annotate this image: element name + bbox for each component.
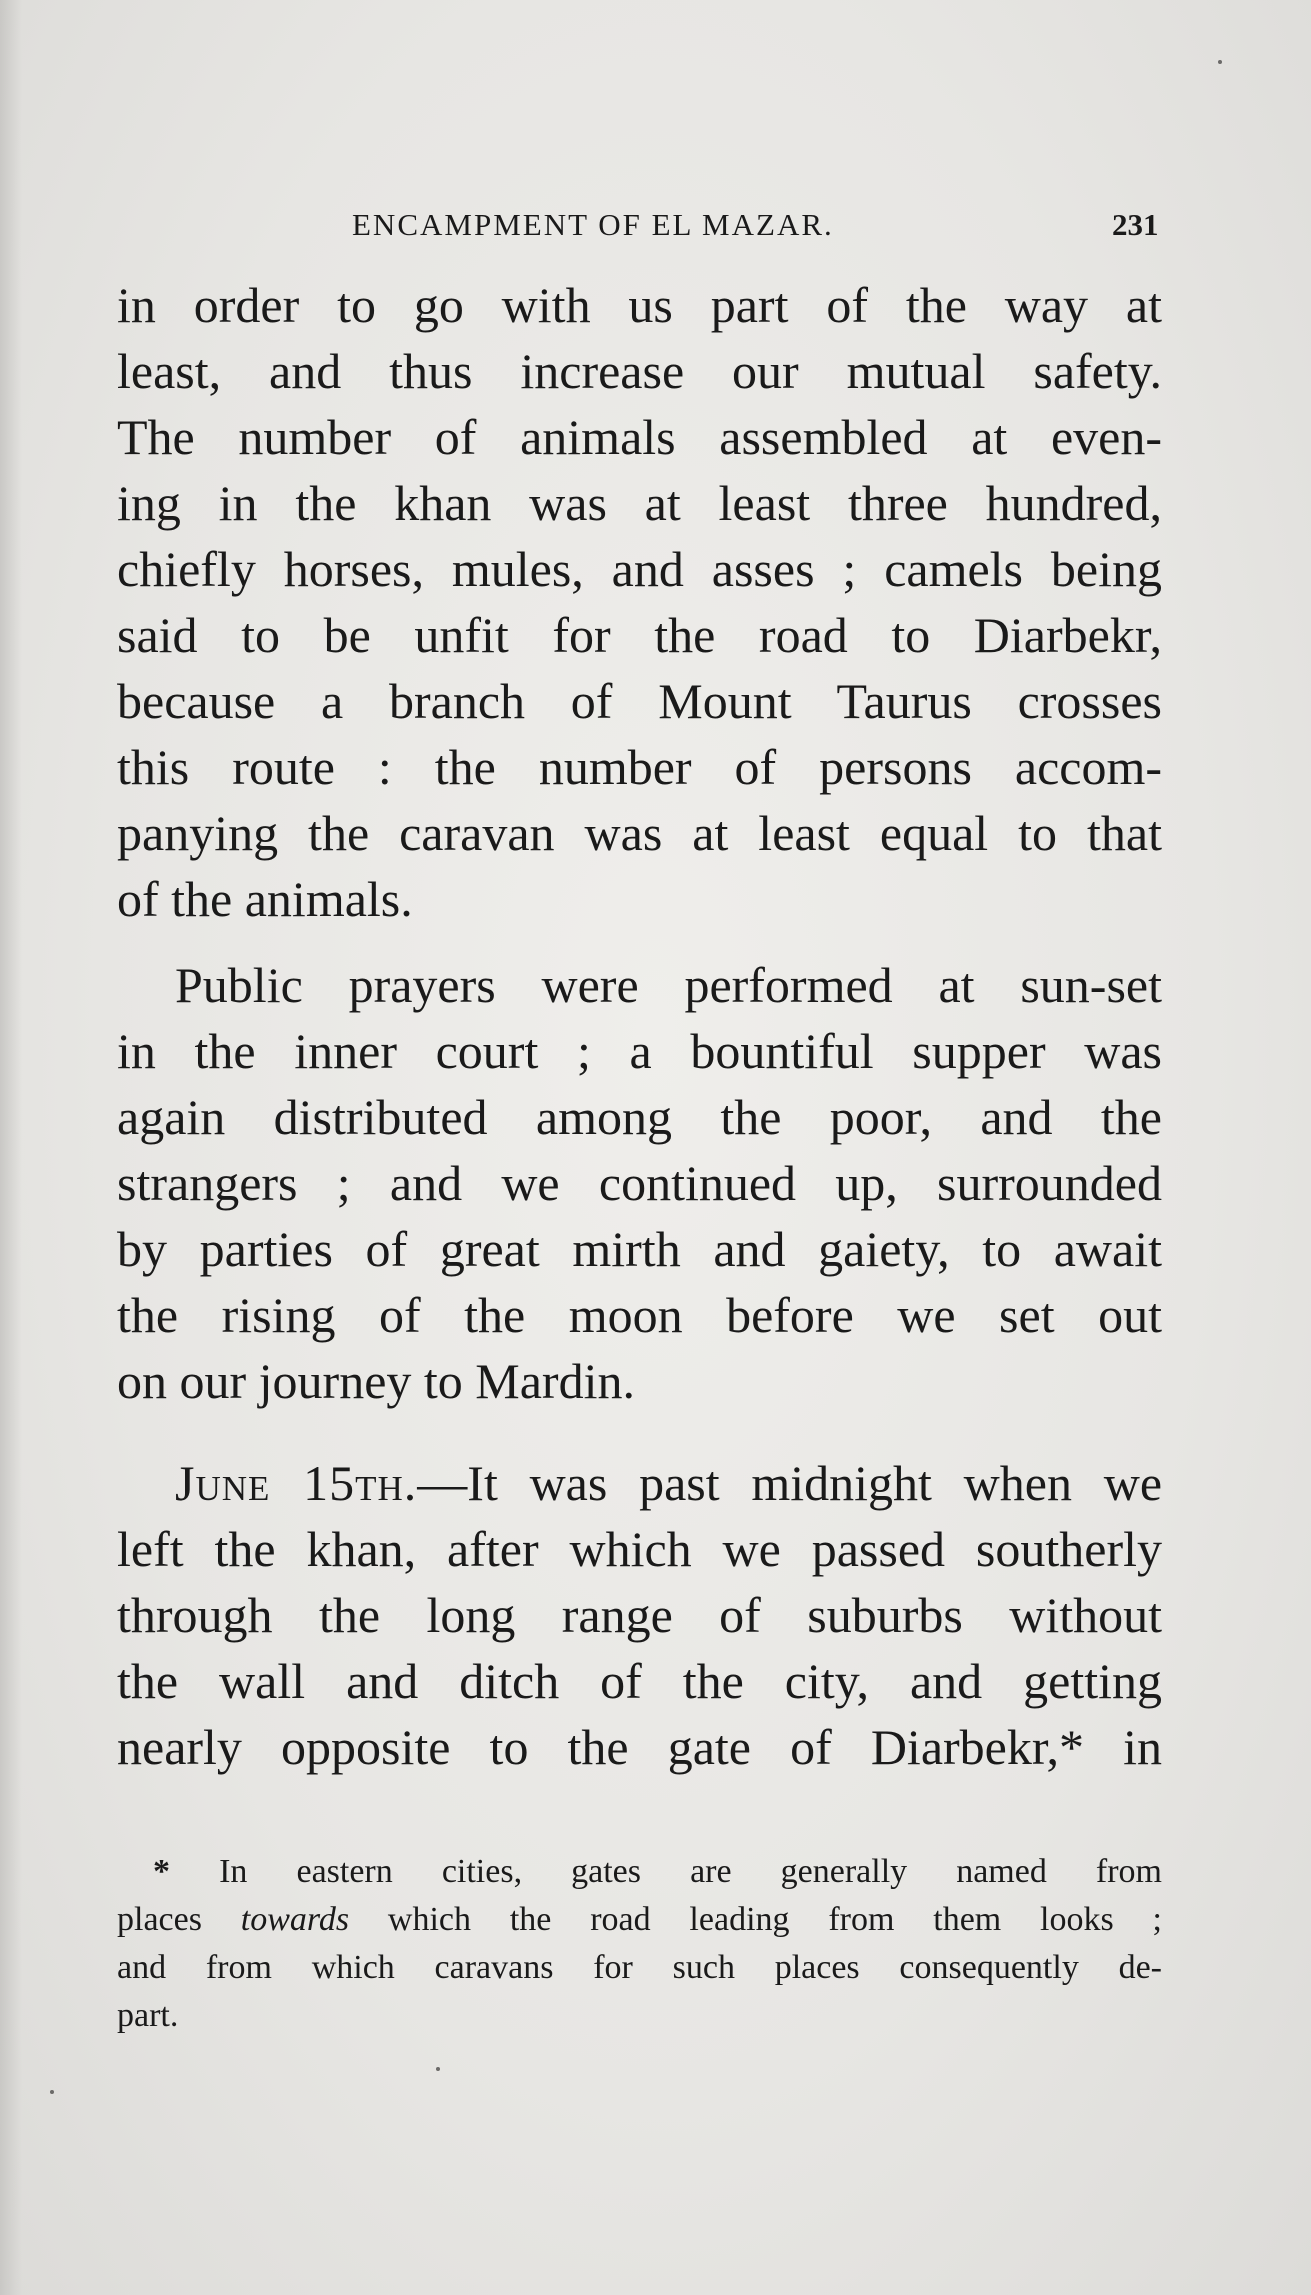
italic-text: towards xyxy=(240,1901,350,1938)
text-line: because a branch of Mount Taurus crosses xyxy=(117,673,1162,729)
text-line: nearly opposite to the gate of Diarbekr,* in xyxy=(117,1719,1162,1775)
text-line: in order to go with us part of the way at xyxy=(117,277,1162,333)
text-line: ing in the khan was at least three hundred, xyxy=(117,475,1162,531)
text-line: by parties of great mirth and gaiety, to await xyxy=(117,1221,1162,1277)
text-line: least, and thus increase our mutual safety. xyxy=(117,343,1162,399)
text-line: on our journey to Mardin. xyxy=(117,1353,635,1409)
footnote xyxy=(117,1848,1162,2040)
text-line: this route : the number of persons accom- xyxy=(117,739,1162,795)
paper-speck xyxy=(50,2090,54,2094)
text-fragment: places xyxy=(117,1901,241,1938)
text-line: panying the caravan was at least equal to that xyxy=(117,805,1162,861)
text-line: of the animals. xyxy=(117,871,413,927)
footnote-line xyxy=(117,1848,1162,1896)
running-head-title: ENCAMPMENT OF EL MAZAR. xyxy=(352,207,834,242)
paper-speck xyxy=(436,2067,440,2071)
paragraph-gap xyxy=(117,932,1162,952)
body-text xyxy=(117,272,1162,1780)
date-label: June 15th. xyxy=(175,1455,418,1511)
text-line: strangers ; and we continued up, surrounded xyxy=(117,1155,1162,1211)
footnote-line: and from which caravans for such places consequently de- xyxy=(117,1949,1162,1986)
text-line: said to be unfit for the road to Diarbekr, xyxy=(117,607,1162,663)
section-gap xyxy=(117,1414,1162,1450)
text-line: chiefly horses, mules, and asses ; camels being xyxy=(117,541,1162,597)
footnote-marker: * xyxy=(153,1853,170,1890)
page-number: 231 xyxy=(1112,207,1159,242)
running-head xyxy=(0,207,1311,251)
text-line: the wall and ditch of the city, and getting xyxy=(117,1653,1162,1709)
text-line: left the khan, after which we passed southerly xyxy=(117,1521,1162,1577)
text-fragment: In eastern cities, gates are generally named from xyxy=(219,1853,1162,1890)
footnote-line: part. xyxy=(117,1997,179,2034)
text-line: in the inner court ; a bountiful supper was xyxy=(117,1023,1162,1079)
text-fragment: which the road leading from them looks ; xyxy=(349,1901,1162,1938)
text-line: the rising of the moon before we set out xyxy=(117,1287,1162,1343)
text-line: Public prayers were performed at sun-set xyxy=(175,957,1162,1013)
footnote-line xyxy=(117,1896,1162,1944)
paper-speck xyxy=(1218,60,1222,64)
text-line: again distributed among the poor, and the xyxy=(117,1089,1162,1145)
text-line xyxy=(117,1450,1162,1516)
page-edge-shadow xyxy=(0,0,22,2295)
text-line: The number of animals assembled at even- xyxy=(117,409,1162,465)
text-fragment: —It was past midnight when we xyxy=(417,1455,1162,1511)
text-line: through the long range of suburbs without xyxy=(117,1587,1162,1643)
